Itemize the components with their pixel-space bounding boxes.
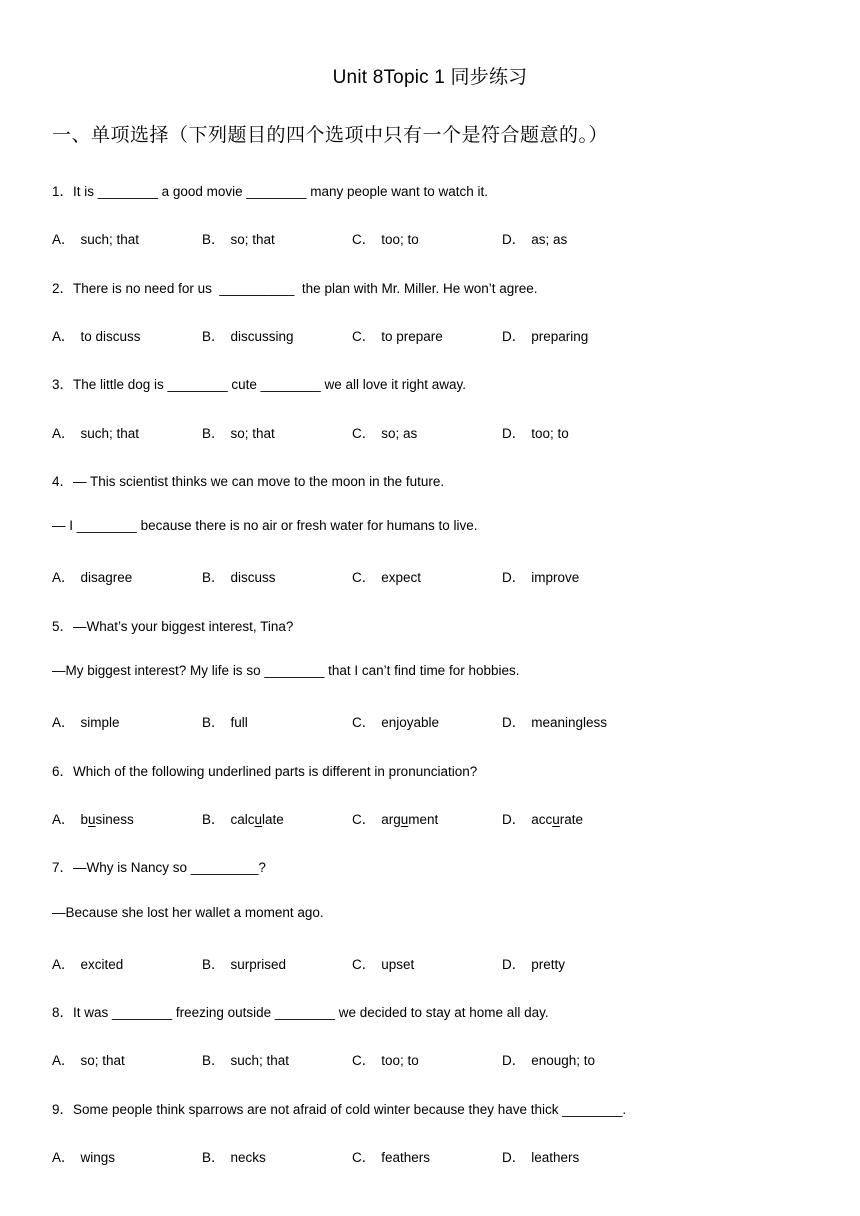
- option-text: simple: [80, 715, 120, 731]
- option-text: too; to: [381, 232, 419, 248]
- question-stem: 8．It was ________ freezing outside ________ we decided to stay at home all day.: [52, 1005, 549, 1021]
- option-letter: C．: [352, 1150, 376, 1165]
- option-letter: D．: [502, 425, 526, 441]
- option-letter: C．: [352, 232, 376, 248]
- option-row: [52, 325, 812, 345]
- option-letter: B．: [202, 328, 225, 344]
- option-row: [52, 808, 812, 828]
- option-text: leathers: [531, 1150, 580, 1165]
- answer-option: [502, 228, 567, 248]
- answer-option: [52, 566, 132, 586]
- option-row: [52, 228, 812, 248]
- option-text: so; that: [80, 1053, 125, 1069]
- option-letter: C．: [352, 956, 376, 972]
- option-letter: D．: [502, 811, 526, 827]
- option-text: discussing: [230, 328, 294, 344]
- answer-option: [352, 1049, 419, 1069]
- answer-option: [202, 711, 248, 731]
- question-stem: 5．—What’s your biggest interest, Tina?: [52, 618, 294, 634]
- underlined-letter: u: [88, 811, 96, 827]
- answer-option: [202, 1049, 289, 1069]
- question-stem: 1．It is ________ a good movie ________ many people want to watch it.: [52, 184, 489, 199]
- answer-option: [352, 228, 419, 248]
- underlined-letter: u: [552, 811, 560, 827]
- option-text: necks: [230, 1150, 266, 1165]
- option-text-part: ment: [408, 811, 439, 827]
- option-letter: A．: [52, 1150, 75, 1165]
- option-text: so; that: [230, 232, 275, 248]
- question-dialogue-line: — I ________ because there is no air or fresh water for humans to live.: [52, 518, 478, 534]
- option-row: [52, 1146, 812, 1166]
- option-text-part: calc: [230, 811, 255, 827]
- option-letter: B．: [202, 425, 225, 441]
- option-letter: D．: [502, 570, 526, 586]
- question-stem: 3．The little dog is ________ cute ________ we all love it right away.: [52, 377, 467, 393]
- option-text: such; that: [80, 425, 140, 441]
- option-text: upset: [381, 956, 415, 972]
- answer-option: [502, 1146, 579, 1166]
- answer-option: [52, 325, 141, 345]
- answer-option: [52, 711, 120, 731]
- option-text: as; as: [531, 232, 568, 248]
- page-title: Unit 8Topic 1 同步练习: [332, 67, 528, 88]
- section-heading: 一、单项选择（下列题目的四个选项中只有一个是符合题意的。）: [52, 125, 609, 146]
- option-text: enough; to: [531, 1053, 596, 1069]
- option-letter: A．: [52, 1053, 75, 1069]
- option-letter: A．: [52, 232, 75, 248]
- answer-option: [202, 325, 294, 345]
- option-text: so; that: [230, 425, 275, 441]
- option-text: such; that: [230, 1053, 290, 1069]
- option-letter: B．: [202, 1053, 225, 1069]
- option-text: expect: [381, 570, 422, 586]
- answer-option: [52, 422, 139, 442]
- option-letter: A．: [52, 328, 75, 344]
- option-letter: C．: [352, 425, 376, 441]
- option-text: disagree: [80, 570, 133, 586]
- option-text: feathers: [381, 1150, 431, 1165]
- option-text: improve: [531, 570, 580, 586]
- option-text: so; as: [381, 425, 418, 441]
- option-letter: D．: [502, 1150, 526, 1165]
- option-letter: A．: [52, 715, 75, 731]
- answer-option: [52, 1049, 125, 1069]
- underlined-letter: u: [254, 811, 263, 827]
- option-text-part: siness: [95, 811, 134, 827]
- option-letter: B．: [202, 811, 225, 827]
- answer-option: [502, 711, 607, 731]
- answer-option: [502, 566, 579, 586]
- answer-option: [502, 808, 583, 828]
- option-letter: C．: [352, 715, 376, 731]
- answer-option: [502, 1049, 595, 1069]
- answer-option: [502, 422, 569, 442]
- answer-option: [502, 953, 565, 973]
- option-text: surprised: [230, 956, 287, 972]
- option-letter: B．: [202, 715, 225, 731]
- question-stem: 9．Some people think sparrows are not afraid of cold winter because they have thick ________.: [52, 1101, 627, 1117]
- option-letter: B．: [202, 232, 225, 248]
- option-row: [52, 711, 812, 731]
- question-stem: 6．Which of the following underlined parts is different in pronunciation?: [52, 763, 478, 779]
- option-letter: A．: [52, 425, 75, 441]
- option-text-part: rate: [559, 811, 584, 827]
- answer-option: [52, 808, 134, 828]
- option-letter: C．: [352, 328, 376, 344]
- option-letter: D．: [502, 1053, 526, 1069]
- answer-option: [352, 422, 417, 442]
- option-letter: B．: [202, 570, 225, 586]
- answer-option: [202, 228, 275, 248]
- question-stem: 4．— This scientist thinks we can move to the moon in the future.: [52, 473, 445, 489]
- answer-option: [352, 566, 421, 586]
- answer-option: [202, 1146, 266, 1166]
- option-text: wings: [80, 1150, 116, 1165]
- option-text: pretty: [531, 956, 566, 972]
- underlined-letter: u: [400, 811, 409, 827]
- answer-option: [352, 808, 438, 828]
- option-text: such; that: [80, 232, 140, 248]
- option-text: preparing: [531, 328, 589, 344]
- option-text: excited: [80, 956, 124, 972]
- option-letter: A．: [52, 570, 75, 586]
- option-text: discuss: [230, 570, 276, 586]
- answer-option: [352, 711, 439, 731]
- option-text: meaningless: [531, 715, 608, 731]
- option-text-part: acc: [531, 811, 553, 827]
- option-row: [52, 953, 812, 973]
- option-text-part: arg: [381, 811, 401, 827]
- answer-option: [202, 953, 286, 973]
- answer-option: [352, 1146, 430, 1166]
- answer-option: [202, 422, 275, 442]
- question-stem: 7．—Why is Nancy so _________?: [52, 860, 266, 876]
- option-letter: D．: [502, 956, 526, 972]
- option-letter: D．: [502, 232, 526, 248]
- question-stem: 2．There is no need for us __________ the plan with Mr. Miller. He won’t agree.: [52, 280, 538, 296]
- answer-option: [52, 228, 139, 248]
- option-letter: D．: [502, 715, 526, 731]
- option-text-part: b: [80, 811, 89, 827]
- option-text: enjoyable: [381, 715, 440, 731]
- option-letter: B．: [202, 1150, 225, 1165]
- question-dialogue-line: —My biggest interest? My life is so ________ that I can’t find time for hobbies.: [52, 663, 520, 678]
- option-letter: B．: [202, 956, 225, 972]
- option-text: too; to: [381, 1053, 419, 1069]
- option-text: too; to: [531, 425, 569, 441]
- answer-option: [52, 953, 123, 973]
- option-text: to discuss: [80, 328, 141, 344]
- option-letter: D．: [502, 328, 526, 344]
- answer-option: [502, 325, 588, 345]
- option-row: [52, 422, 812, 442]
- option-text: full: [230, 715, 248, 731]
- answer-option: [202, 808, 284, 828]
- option-row: [52, 1049, 812, 1069]
- answer-option: [202, 566, 276, 586]
- answer-option: [352, 325, 443, 345]
- option-text-part: late: [262, 811, 284, 827]
- option-letter: C．: [352, 570, 376, 586]
- option-letter: C．: [352, 1053, 376, 1069]
- option-row: [52, 566, 812, 586]
- option-text: to prepare: [381, 328, 443, 344]
- option-letter: A．: [52, 956, 75, 972]
- question-dialogue-line: —Because she lost her wallet a moment ago.: [52, 904, 324, 920]
- option-letter: C．: [352, 811, 376, 827]
- option-letter: A．: [52, 811, 75, 827]
- answer-option: [52, 1146, 115, 1166]
- answer-option: [352, 953, 414, 973]
